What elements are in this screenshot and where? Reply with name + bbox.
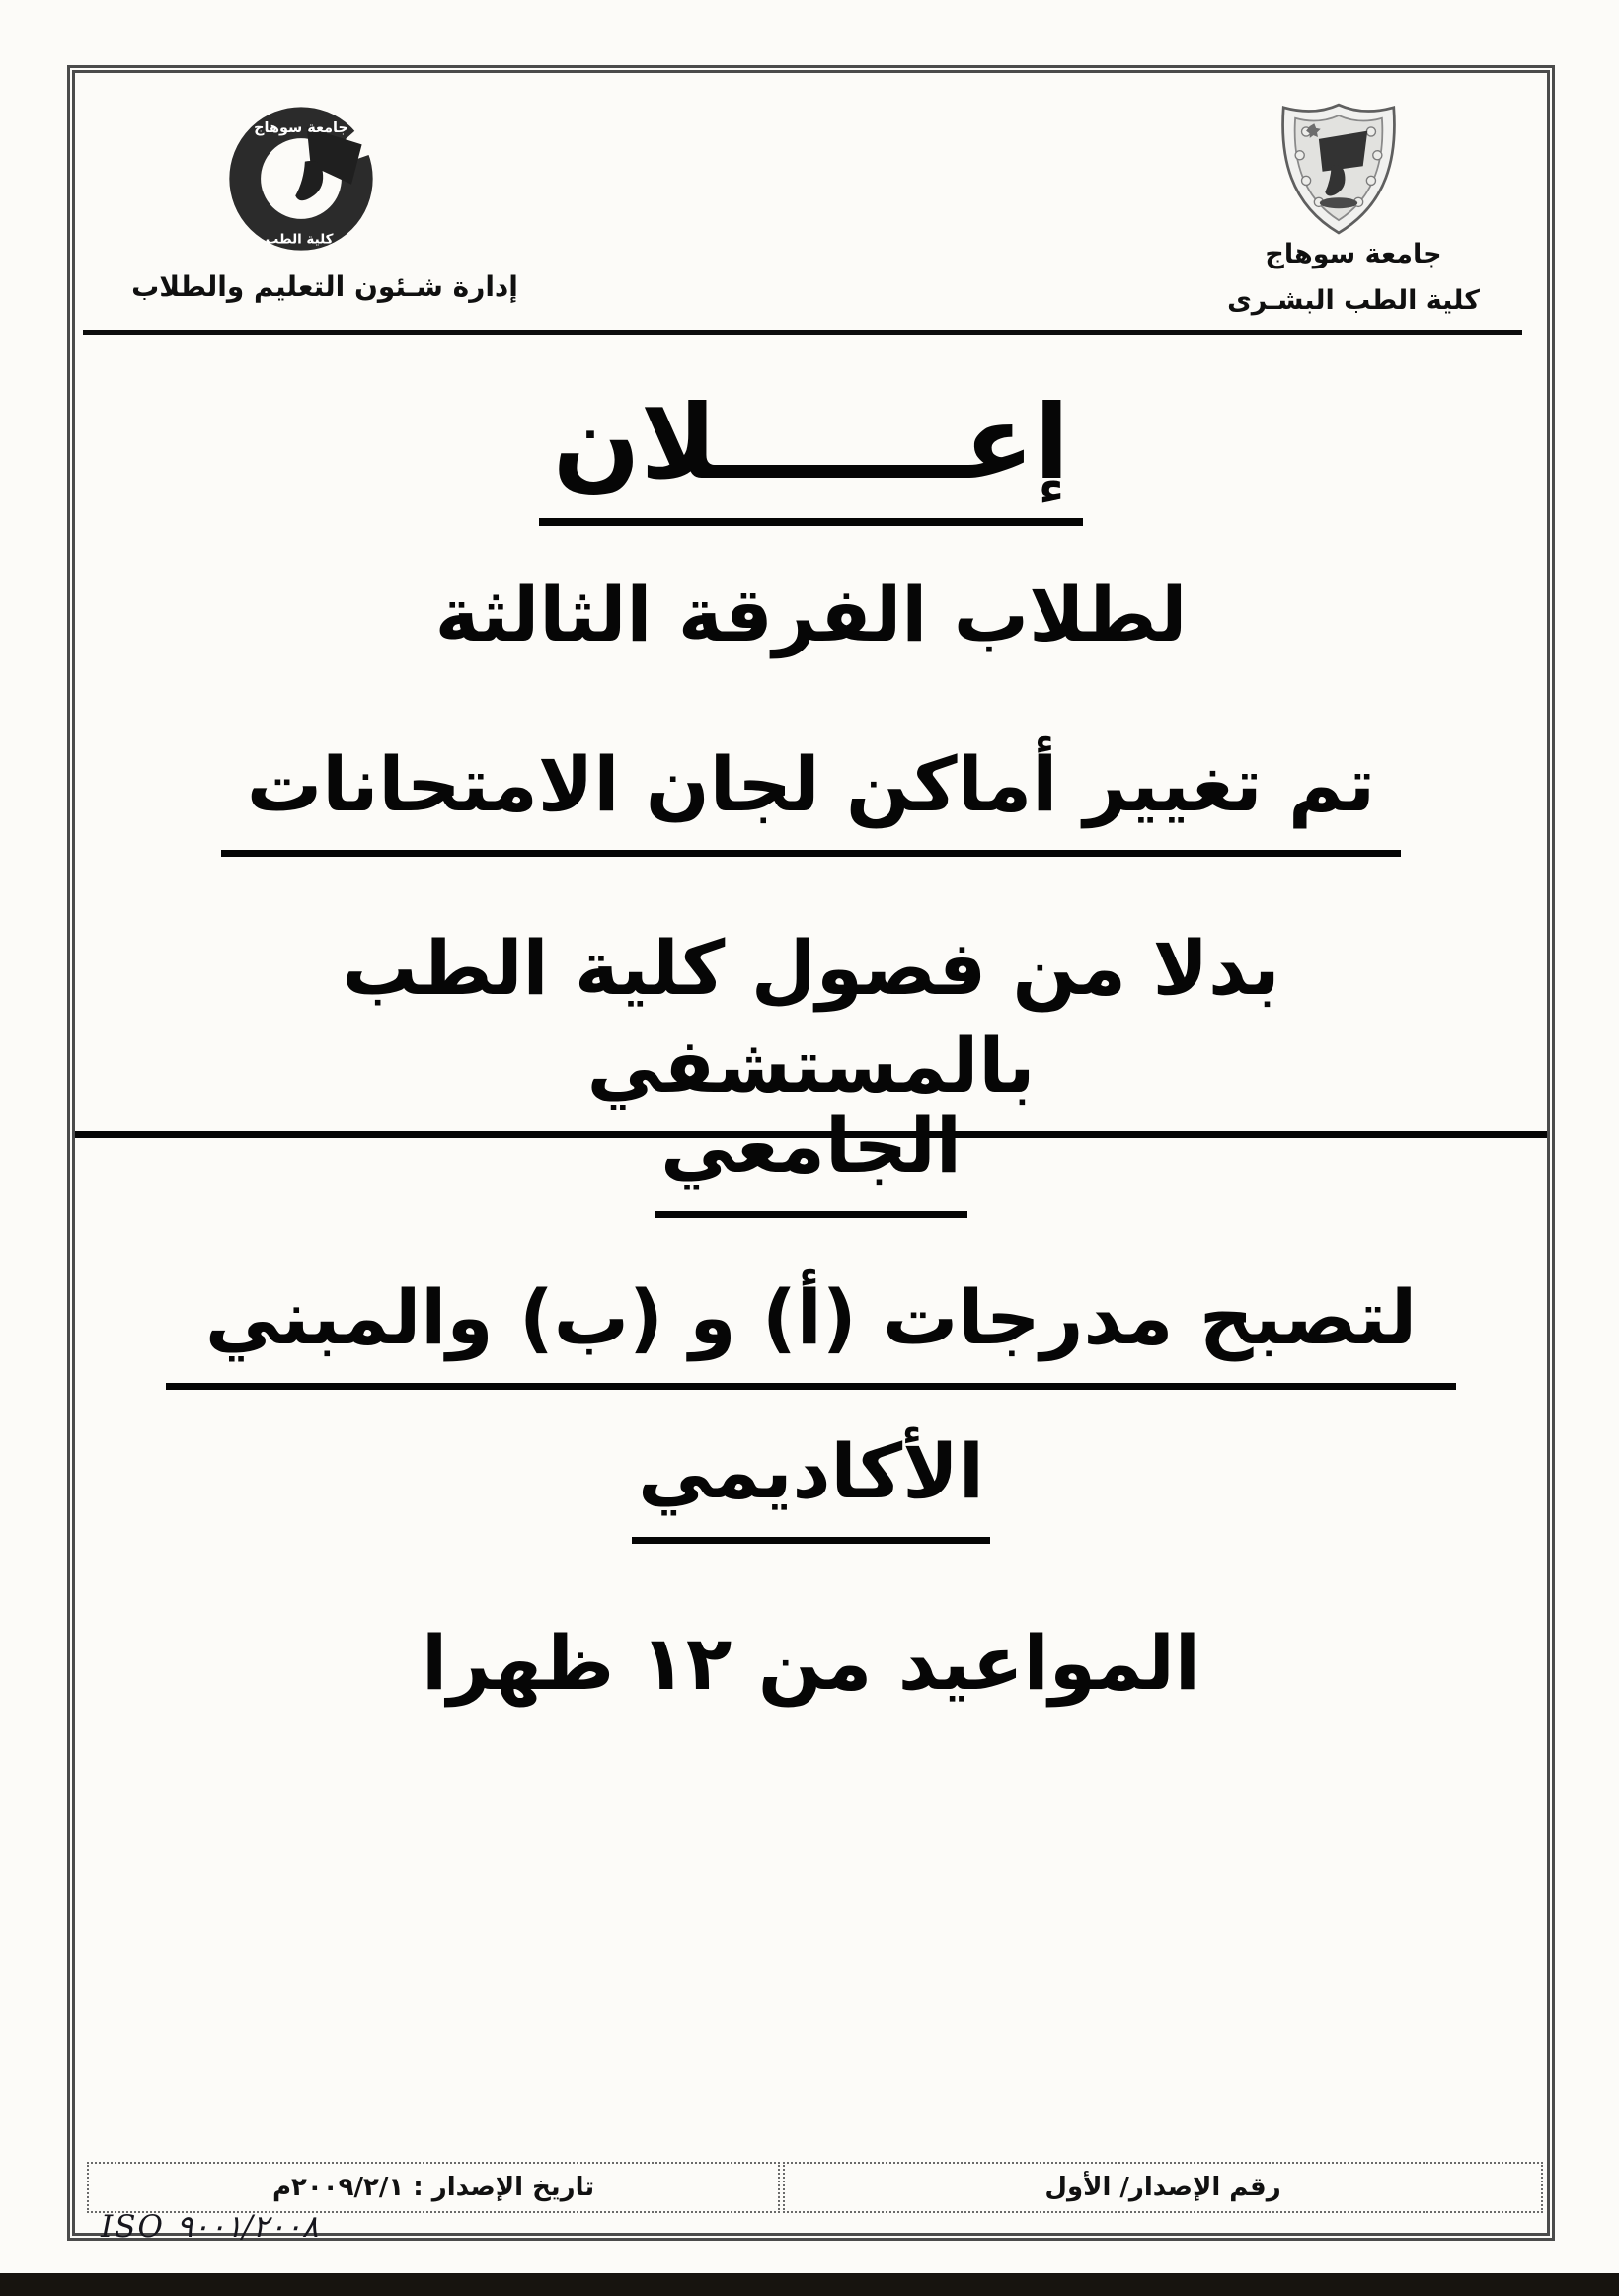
- header-right-block: [1191, 239, 1516, 316]
- announcement-line-university-hospital: [75, 1098, 1547, 1218]
- shield-bead: [1295, 151, 1304, 160]
- university-medicine-circle-logo: [225, 103, 377, 255]
- announcement-line-text: تم تغيير أماكن لجان الامتحانات: [221, 736, 1401, 857]
- page-content: [75, 73, 1547, 2245]
- shield-bead: [1366, 176, 1375, 185]
- circle-logo-top-label: جامعة سوهاج: [254, 119, 348, 136]
- iso-certification-label: ISO ٩٠٠١/٢٠٠٨: [101, 2209, 319, 2245]
- announcement-line-text: لطلاب الفرقة الثالثة: [434, 571, 1188, 658]
- announcement-title: [75, 381, 1547, 526]
- announcement-line-new-halls: [75, 1269, 1547, 1390]
- shield-bead: [1373, 151, 1382, 160]
- announcement-line-change: [75, 736, 1547, 857]
- issue-number-cell: رقم الإصدار/ الأول: [783, 2162, 1543, 2213]
- shield-banner: [1320, 197, 1357, 208]
- faculty-shield-logo: [1275, 99, 1402, 239]
- footer-table: [87, 2162, 1543, 2213]
- announcement-line-text: الأكاديمي: [632, 1423, 990, 1544]
- announcement-line-audience: [75, 567, 1547, 664]
- announcement-line-text: الجامعي: [655, 1098, 967, 1218]
- header-divider-rule: [83, 330, 1522, 335]
- shield-bead: [1302, 176, 1311, 185]
- announcement-line-text: بدلا من فصول كلية الطب بالمستشفي: [75, 920, 1547, 1138]
- announcement-line-text: لتصبح مدرجات (أ) و (ب) والمبني: [166, 1269, 1456, 1390]
- scan-bottom-band: [0, 2273, 1619, 2296]
- university-name: جامعة سوهاج: [1265, 239, 1442, 269]
- page-border-frame: [67, 65, 1555, 2245]
- announcement-title-text: إعـــــــلان: [539, 381, 1083, 526]
- circle-logo-bottom-label: كلية الطب: [265, 231, 334, 248]
- logo-face-silhouette: [295, 161, 323, 200]
- faculty-name: كلية الطب البشـرى: [1227, 285, 1480, 316]
- issue-date-cell: تاريخ الإصدار : ٢٠٠٩/٢/١م: [87, 2162, 780, 2213]
- shield-bead: [1366, 127, 1375, 136]
- announcement-line-text: المواعيد من ١٢ ظهرا: [422, 1619, 1200, 1707]
- announcement-line-times: [75, 1615, 1547, 1713]
- department-label: إدارة شـئون التعليم والطلاب: [131, 270, 518, 303]
- announcement-line-academic: [75, 1423, 1547, 1544]
